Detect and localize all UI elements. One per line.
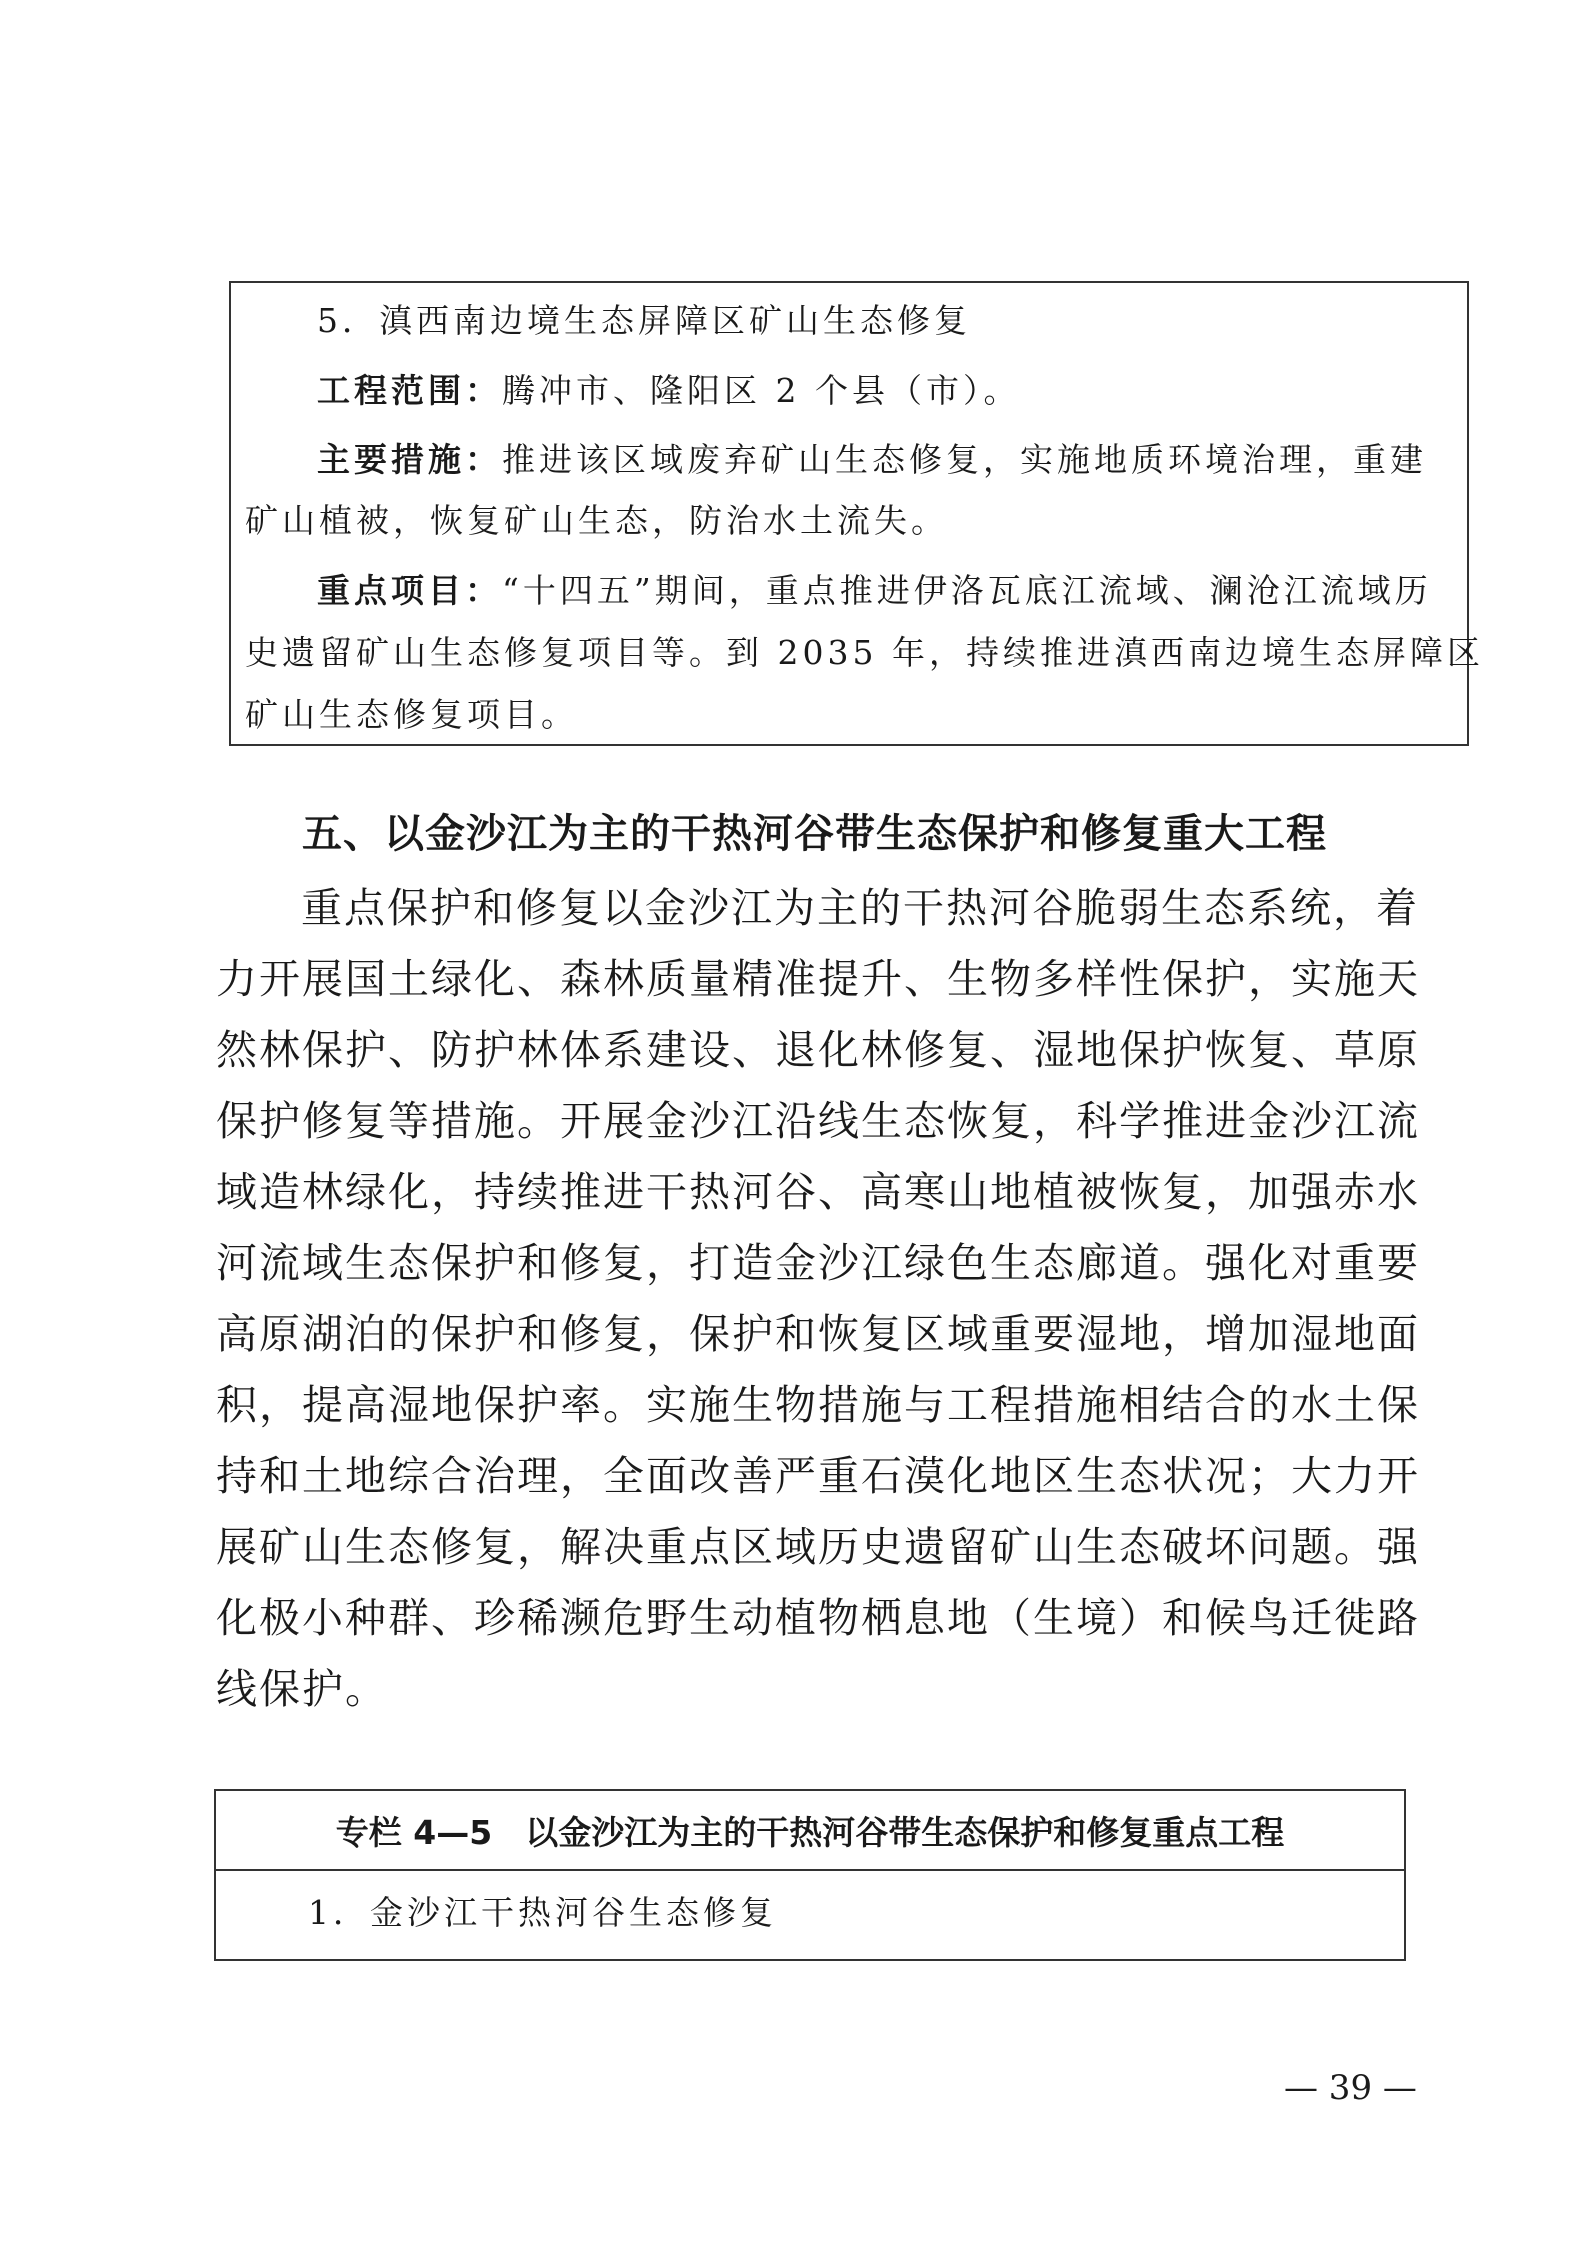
section-heading: 五、以金沙江为主的干热河谷带生态保护和修复重大工程 (302, 811, 1327, 857)
measures-line (317, 440, 1427, 480)
projects-line (317, 571, 1432, 611)
projects-text-3: 矿山生态修复项目。 (245, 695, 578, 734)
feature-table (214, 1789, 1406, 1961)
paragraph-line: 展矿山生态修复，解决重点区域历史遗留矿山生态破坏问题。强 (216, 1523, 1420, 1571)
box-title: 5．滇西南边境生态屏障区矿山生态修复 (317, 301, 971, 340)
paragraph-line: 化极小种群、珍稀濒危野生动植物栖息地（生境）和候鸟迁徙路 (216, 1594, 1420, 1642)
projects-text-2: 史遗留矿山生态修复项目等。到 2035 年，持续推进滇西南边境生态屏障区 (245, 633, 1484, 672)
measures-text-2: 矿山植被，恢复矿山生态，防治水土流失。 (245, 501, 948, 540)
paragraph-line: 线保护。 (216, 1665, 388, 1713)
paragraph-line: 河流域生态保护和修复，打造金沙江绿色生态廊道。强化对重要 (216, 1239, 1420, 1287)
scope-line (317, 371, 1020, 411)
table-header: 专栏 4—5 以金沙江为主的干热河谷带生态保护和修复重点工程 (216, 1791, 1404, 1871)
page-number: — 39 — (1284, 2068, 1417, 2108)
scope-text: 腾冲市、隆阳区 2 个县（市）。 (502, 371, 1021, 410)
table-row: 1．金沙江干热河谷生态修复 (308, 1893, 777, 1932)
paragraph-line: 高原湖泊的保护和修复，保护和恢复区域重要湿地，增加湿地面 (216, 1310, 1420, 1358)
paragraph-line: 重点保护和修复以金沙江为主的干热河谷脆弱生态系统，着 (301, 884, 1419, 932)
measures-label: 主要措施： (317, 440, 502, 479)
paragraph-line: 持和土地综合治理，全面改善严重石漠化地区生态状况；大力开 (216, 1452, 1420, 1500)
paragraph-line: 然林保护、防护林体系建设、退化林修复、湿地保护恢复、草原 (216, 1026, 1420, 1074)
paragraph-line: 力开展国土绿化、森林质量精准提升、生物多样性保护，实施天 (216, 955, 1420, 1003)
paragraph-line: 域造林绿化，持续推进干热河谷、高寒山地植被恢复，加强赤水 (216, 1168, 1420, 1216)
project-box-mine-restoration (229, 281, 1484, 746)
scope-label: 工程范围： (317, 371, 502, 410)
projects-text-1: “十四五”期间，重点推进伊洛瓦底江流域、澜沧江流域历 (502, 571, 1432, 610)
projects-label: 重点项目： (317, 571, 502, 610)
paragraph-line: 保护修复等措施。开展金沙江沿线生态恢复，科学推进金沙江流 (216, 1097, 1420, 1145)
measures-text-1: 推进该区域废弃矿山生态修复，实施地质环境治理，重建 (502, 440, 1427, 479)
paragraph-line: 积，提高湿地保护率。实施生物措施与工程措施相结合的水土保 (216, 1381, 1420, 1429)
